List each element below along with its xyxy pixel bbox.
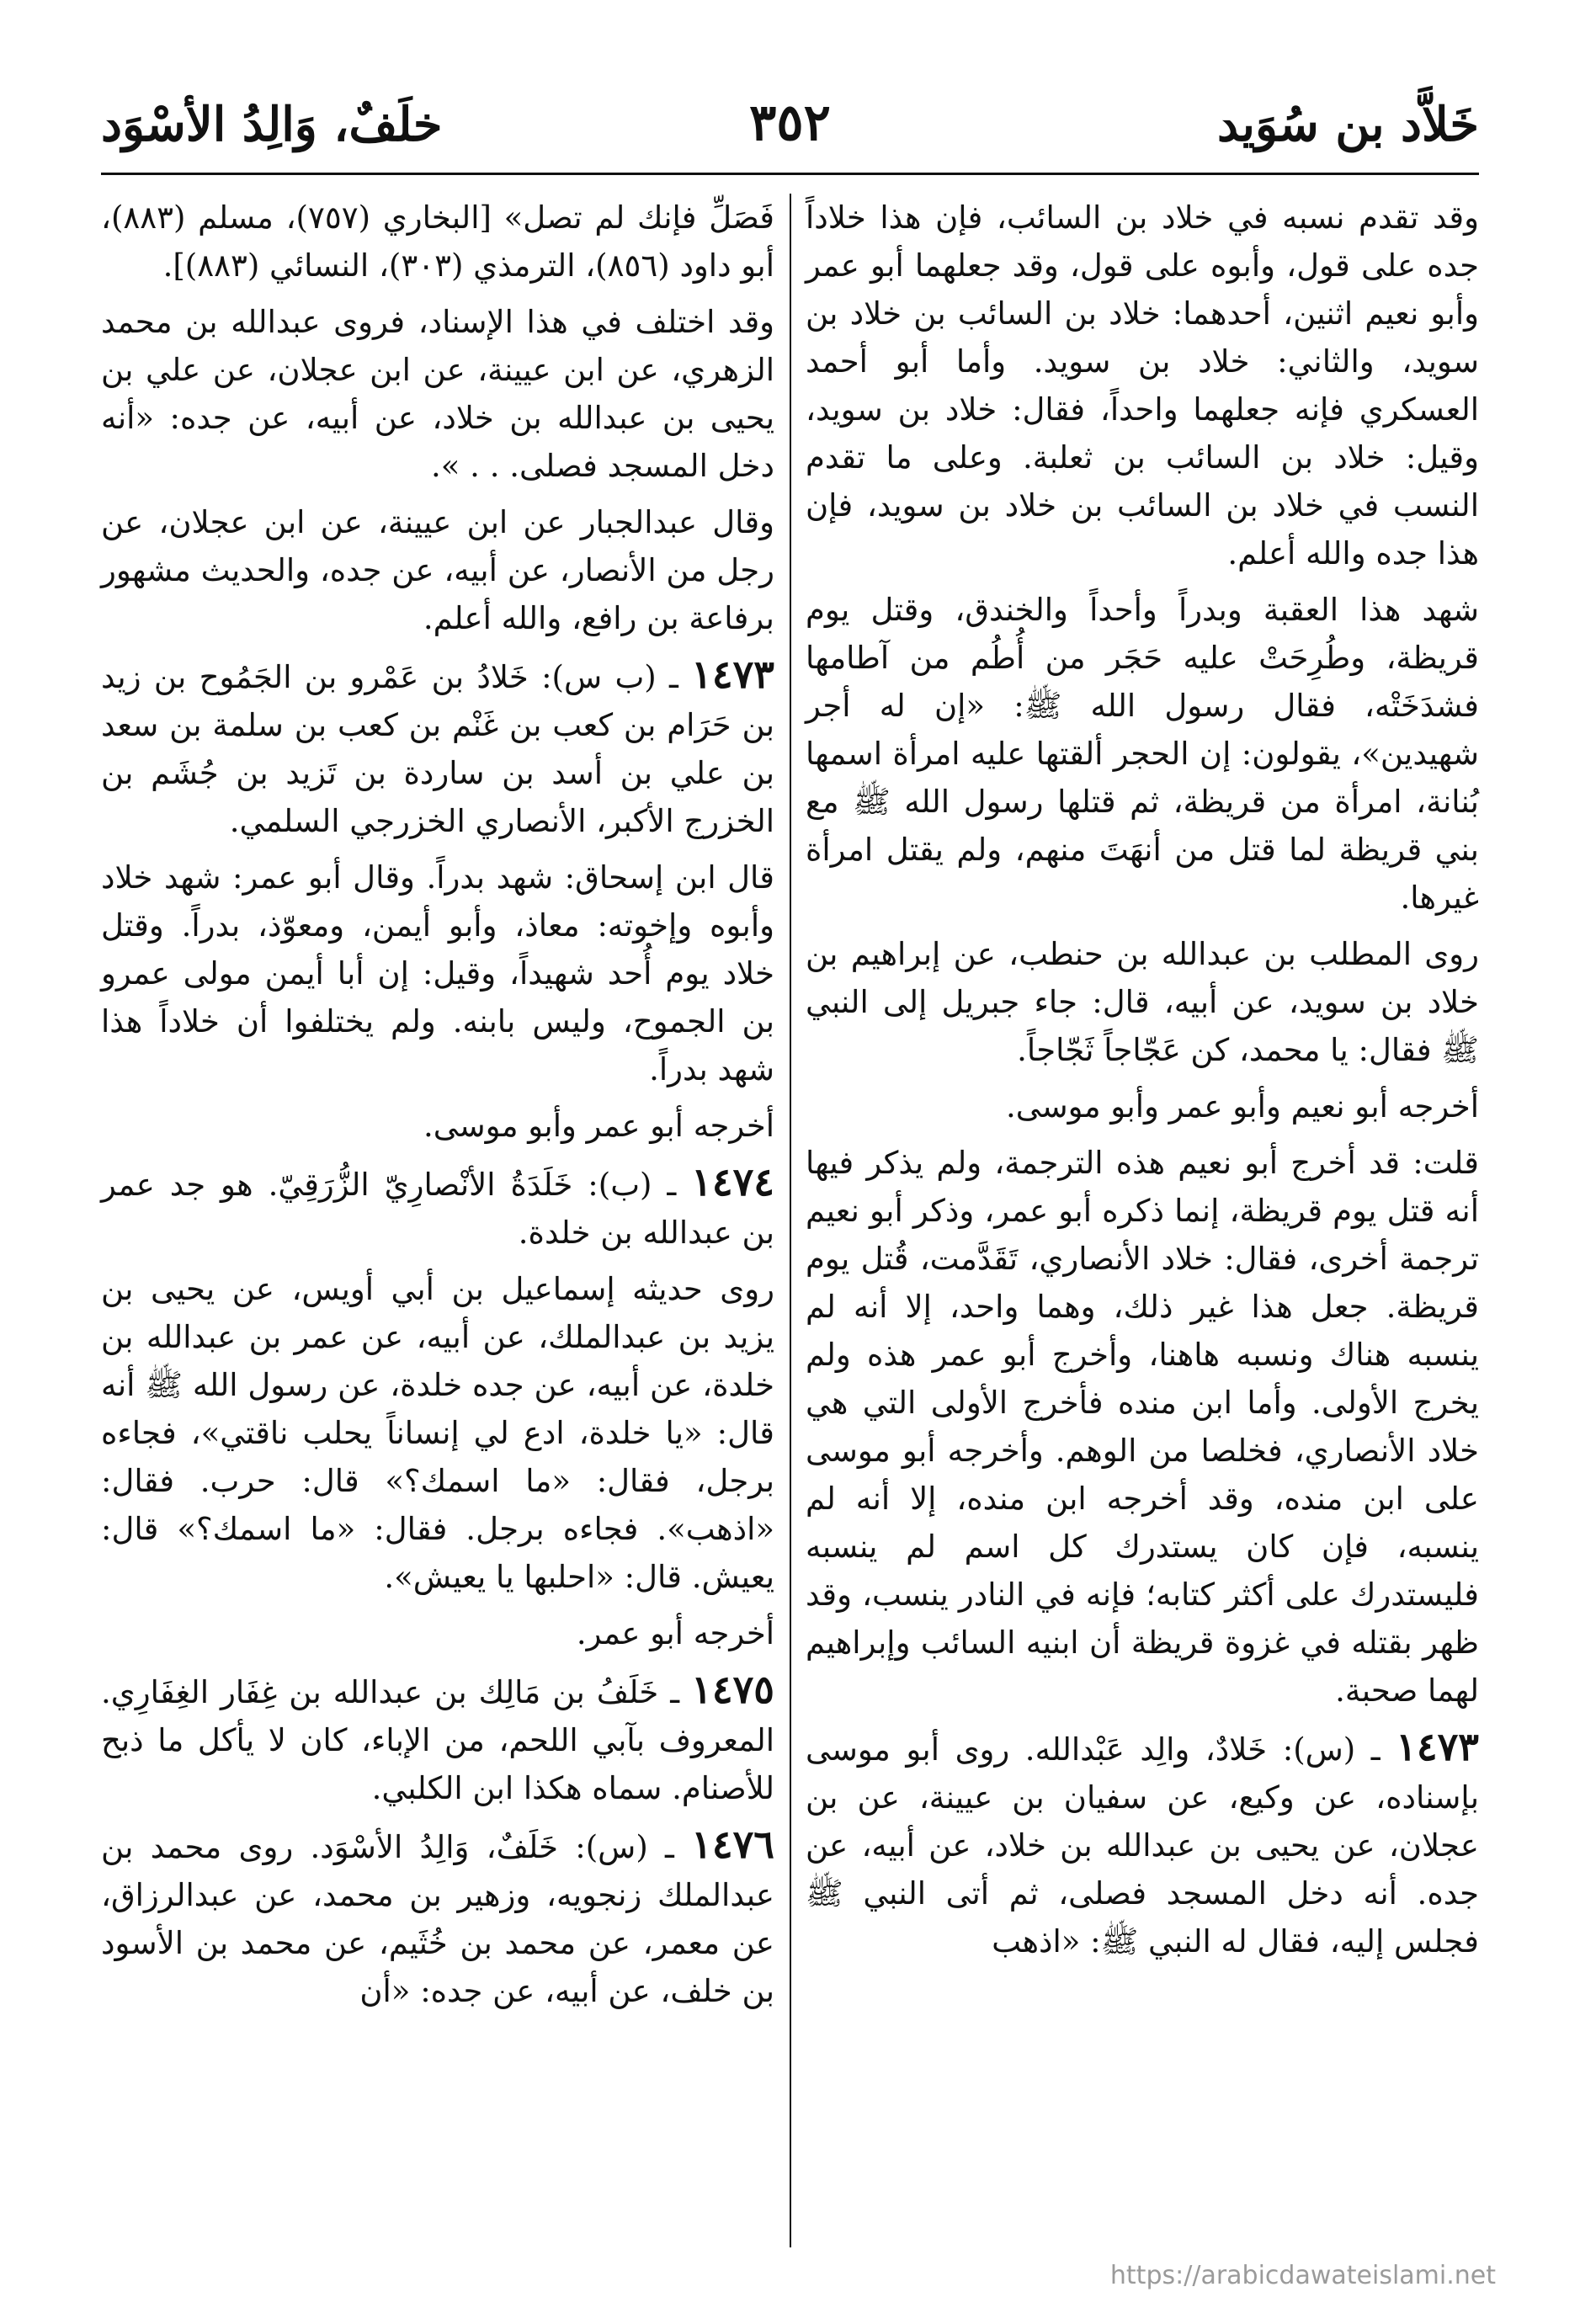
column-divider: [790, 194, 791, 2247]
paragraph-text: وقال عبدالجبار عن ابن عيينة، عن ابن عجلان، عن رجل من الأنصار، عن أبيه، عن جده، والحديث مشهور برفاعة بن رافع، والله أعلم.: [101, 504, 774, 636]
paragraph-text: ـ (س): خَلادٌ، والِد عَبْدالله. روى أبو موسى بإسناده، عن وكيع، عن سفيان بن عيينة، عن بن عجلان، عن يحيى بن عبدالله بن خلاد، عن أبيه، عن جده. أنه دخل المسجد فصلى، ثم أتى النبي ﷺ فجلس إليه، فقال له النبي ﷺ: «اذهب: [806, 1731, 1479, 1960]
right-column: [806, 194, 1479, 1974]
running-title-left: خلَفٌ، وَالِدُ الأسْوَد: [101, 97, 443, 152]
left-column: [101, 194, 774, 2024]
paragraph-text: ـ (س): خَلَفٌ، وَالِدُ الأسْوَد. روى محمد بن عبدالملك زنجويه، وزهير بن محمد، عن عبدالرزاق، عن معمر، عن محمد بن خُثَيم، عن محمد بن الأسود بن خلف، عن أبيه، عن جده: «أن: [101, 1829, 774, 2009]
entry-number: ١٤٧٥: [691, 1667, 774, 1712]
watermark-url: https://arabicdawateislami.net: [1109, 2261, 1496, 2290]
paragraph-text: أخرجه أبو نعيم وأبو عمر وأبو موسى.: [1005, 1088, 1479, 1125]
paragraph: [101, 1666, 774, 1812]
paragraph: [101, 1102, 774, 1150]
paragraph-text: أخرجه أبو عمر وأبو موسى.: [423, 1108, 774, 1144]
paragraph-text: فَصَلِّ فإنك لم تصل» [البخاري (٧٥٧)، مسلم (٨٨٣)، أبو داود (٨٥٦)، الترمذي (٣٠٣)، النسائي (٨٨٣)].: [101, 199, 774, 284]
header-rule: [101, 173, 1479, 175]
paragraph: [101, 1609, 774, 1657]
page-header: [101, 88, 1479, 168]
paragraph-text: ـ (ب): خَلَدَةُ الأنْصارِيّ الزُّرَقِيّ. هو جد عمر بن عبدالله بن خلدة.: [101, 1167, 774, 1251]
paragraph-text: قال ابن إسحاق: شهد بدراً. وقال أبو عمر: شهد خلاد وأبوه وإخوته: معاذ، وأبو أيمن، ومعوّذ، بدراً. وقتل خلاد يوم أُحد شهيداً، وقيل: إن أبا أيمن مولى عمرو بن الجموح، وليس بابنه. ولم يختلفوا أن خلاداً هذا شهد بدراً.: [101, 859, 774, 1088]
paragraph-text: أخرجه أبو عمر.: [576, 1615, 774, 1651]
paragraph-text: ـ خَلَفُ بن مَالِك بن عبدالله بن غِفَار الغِفَارِي. المعروف بآبي اللحم، من الإباء، كان لا يأكل ما ذبح للأصنام. سماه هكذا ابن الكلبي.: [101, 1674, 774, 1806]
paragraph: [101, 298, 774, 490]
paragraph: [101, 1821, 774, 2015]
paragraph: [806, 1082, 1479, 1130]
paragraph-text: قلت: قد أخرج أبو نعيم هذه الترجمة، ولم يذكر فيها أنه قتل يوم قريظة، إنما ذكره أبو عمر، وذكر أبو نعيم ترجمة أخرى، فقال: خلاد الأنصاري، تَقَدَّمت، قُتل يوم قريظة. جعل هذا غير ذلك، وهما واحد، إلا أنه لم ينسبه هناك ونسبه هاهنا، وأخرج أبو عمر هذه ولم يخرج الأولى. وأما ابن منده فأخرج الأولى التي هي خلاد الأنصاري، فخلصا من الوهم. وأخرجه أبو موسى على ابن منده، وقد أخرجه ابن منده، إلا أنه لم ينسبه، فإن كان يستدرك كل اسم لم ينسبه فليستدرك على أكثر كتابه؛ فإنه في النادر ينسب، وقد ظهر بقتله في غزوة قريظة أن ابنيه السائب وإبراهيم لهما صحبة.: [806, 1145, 1479, 1709]
paragraph-text: ـ (ب س): خَلادُ بن عَمْرو بن الجَمُوح بن زيد بن حَرَام بن كعب بن غَنْم بن كعب بن سلمة بن سعد بن علي بن أسد بن ساردة بن تَزيد بن جُشَم بن الخزرج الأكبر، الأنصاري الخزرجي السلمي.: [101, 659, 774, 839]
paragraph: [101, 651, 774, 845]
paragraph: [101, 1265, 774, 1601]
entry-number: ١٤٧٣: [1396, 1724, 1480, 1769]
paragraph-text: روى حديثه إسماعيل بن أبي أويس، عن يحيى بن يزيد بن عبدالملك، عن أبيه، عن عمر بن عبدالله بن خلدة، عن أبيه، عن جده خلدة، عن رسول الله ﷺ أنه قال: «يا خلدة، ادع لي إنساناً يحلب ناقتي»، فجاءه برجل، فقال: «ما اسمك؟» قال: حرب. فقال: «اذهب». فجاءه برجل. فقال: «ما اسمك؟» قال: يعيش. قال: «احلبها يا يعيش».: [101, 1271, 774, 1595]
paragraph: [806, 586, 1479, 922]
paragraph: [806, 930, 1479, 1074]
paragraph: [806, 1139, 1479, 1715]
paragraph: [806, 1723, 1479, 1965]
paragraph-text: شهد هذا العقبة وبدراً وأحداً والخندق، وقتل يوم قريظة، وطُرِحَتْ عليه حَجَر من أُطُم من آطامها فشدَخَتْه، فقال رسول الله ﷺ: «إن له أجر شهيدين»، يقولون: إن الحجر ألقتها عليه امرأة اسمها بُنانة، امرأة من قريظة، ثم قتلها رسول الله ﷺ مع بني قريظة لما قتل من أنهَتَ منهم، ولم يقتل امرأة غيرها.: [806, 592, 1479, 916]
paragraph: [806, 194, 1479, 577]
paragraph-text: روى المطلب بن عبدالله بن حنطب، عن إبراهيم بن خلاد بن سويد، عن أبيه، قال: جاء جبريل إلى النبي ﷺ فقال: يا محمد، كن عَجّاجاً ثَجّاجاً.: [806, 936, 1479, 1068]
paragraph-text: وقد اختلف في هذا الإسناد، فروى عبدالله بن محمد الزهري، عن ابن عيينة، عن ابن عجلان، عن علي بن يحيى بن عبدالله بن خلاد، عن أبيه، عن جده: «أنه دخل المسجد فصلى. . . ».: [101, 304, 774, 484]
paragraph: [101, 1158, 774, 1257]
page-number: ٣٥٢: [749, 93, 831, 152]
entry-number: ١٤٧٣: [691, 651, 774, 697]
paragraph-text: وقد تقدم نسبه في خلاد بن السائب، فإن هذا خلاداً جده على قول، وأبوه على قول، وقد جعلهما أبو عمر وأبو نعيم اثنين، أحدهما: خلاد بن السائب بن خلاد بن سويد، والثاني: خلاد بن سويد. وأما أبو أحمد العسكري فإنه جعلهما واحداً، فقال: خلاد بن سويد، وقيل: خلاد بن السائب بن ثعلبة. وعلى ما تقدم النسب في خلاد بن السائب بن خلاد بن سويد، فإن هذا جده والله أعلم.: [806, 199, 1479, 572]
paragraph: [101, 194, 774, 290]
paragraph: [101, 498, 774, 642]
paragraph: [101, 854, 774, 1093]
entry-number: ١٤٧٤: [691, 1159, 774, 1205]
running-title-right: خَلاَّد بن سُوَيد: [1216, 97, 1479, 152]
entry-number: ١٤٧٦: [691, 1821, 774, 1867]
